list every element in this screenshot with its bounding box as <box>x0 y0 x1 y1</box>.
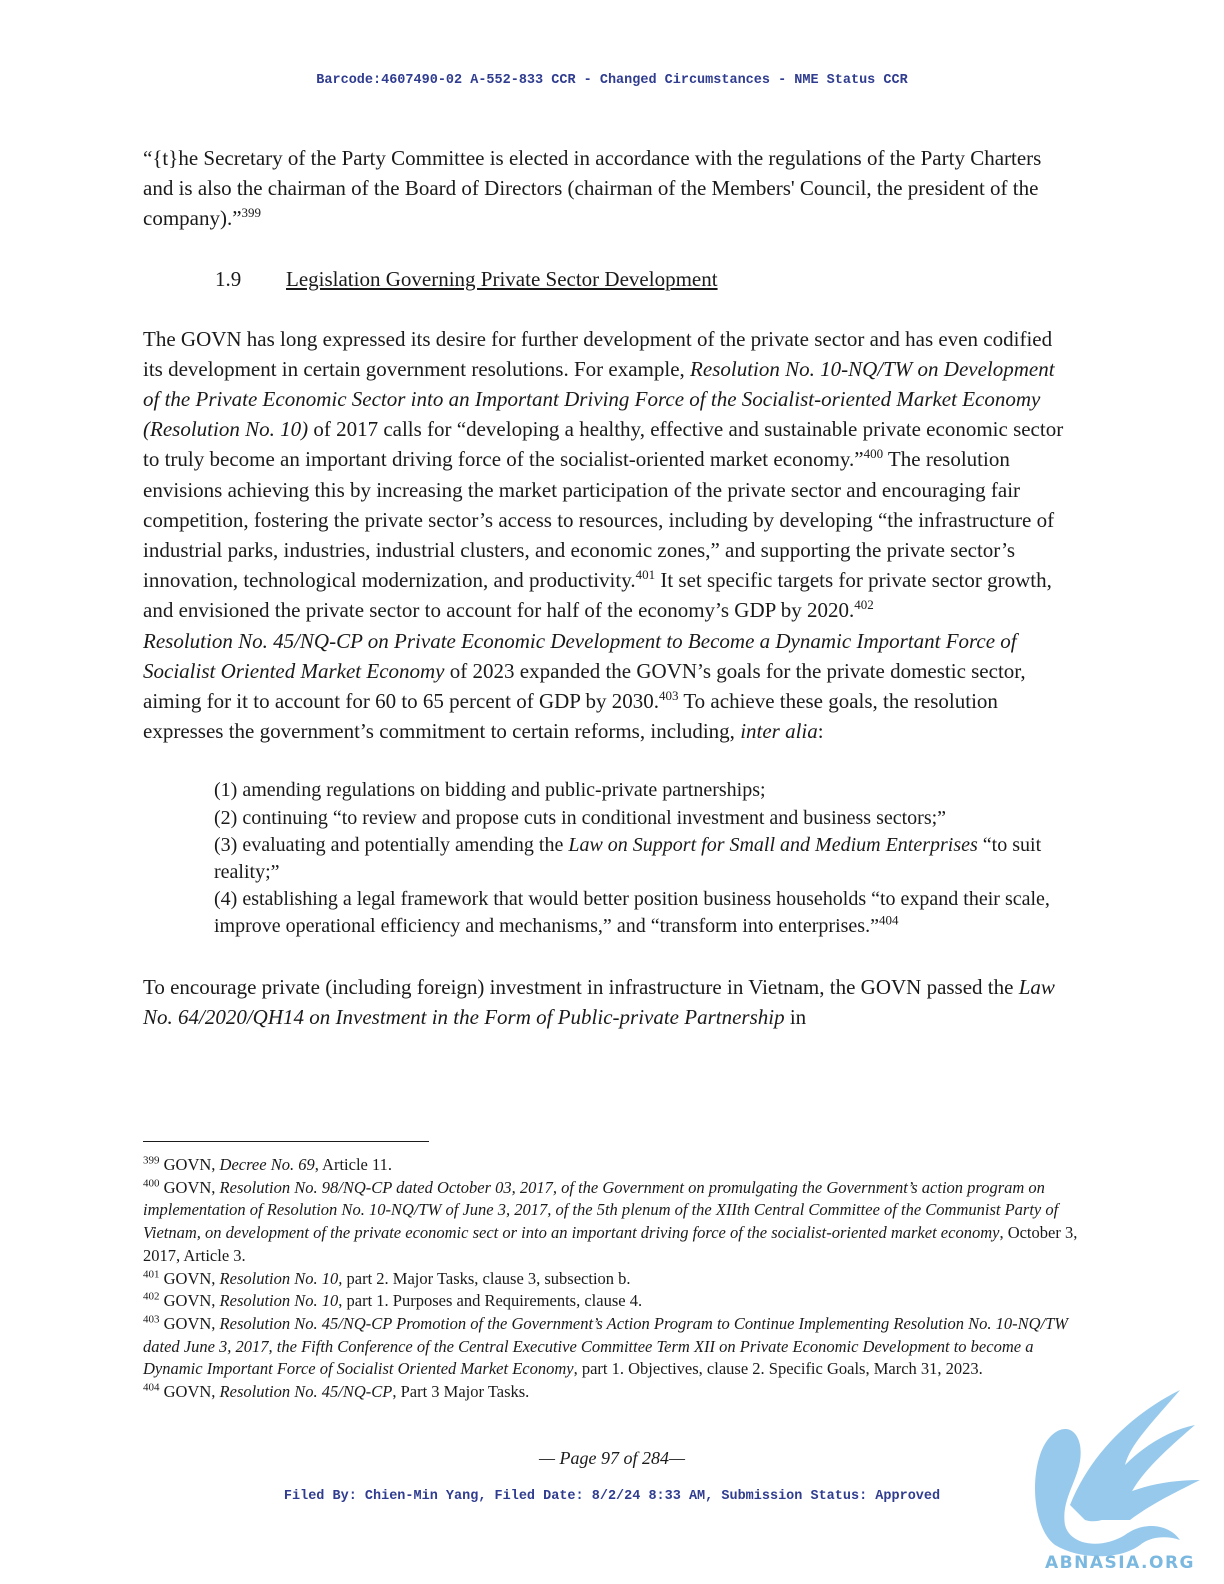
footnote-400: $^{400}$ GOVN, Resolution No. 98/NQ-CP dated October 03, 2017, of the Government on promulgating the Government’s action program on implementation of Resolution No. 10-NQ/TW of June 3, 2017, of the 5th plenum of the XIIth Central Committee of the Communist Party of Vietnam, on development of the private economic sect or into an important driving force of the socialist-oriented market economy, October 3, 2017, Article 3. <box>143 1177 1078 1265</box>
footnote-399: $^{399}$ GOVN, Decree No. 69, Article 11. <box>143 1154 392 1174</box>
paragraph-resolution-45: Resolution No. 45/NQ-CP on Private Economic Development to Become a Dynamic Important Force of Socialist Oriented Market Economy of 2023 expanded the GOVN’s goals for the private domestic sector, aiming for it to account for 60 to 65 percent of GDP by 2030.$^{403}$ To achieve these goals, the resolution expresses the government’s commitment to certain reforms, including, inter alia: <box>143 628 1026 744</box>
footnote-ref-404[interactable]: 404 <box>878 912 899 928</box>
watermark-text: ABNASIA.ORG <box>1045 1553 1195 1573</box>
paragraph-private-sector: The GOVN has long expressed its desire for further development of the private sector and has even codified its development in certain government resolutions. For example, Resolution No. 10-NQ/TW on Development of the Private Economic Sector into an Important Driving Force of the Socialist-oriented Market Economy (Resolution No. 10) of 2017 calls for “developing a healthy, effective and sustainable private economic sector to truly become an important driving force of the socialist-oriented market economy.”$^{400}$ The resolution envisions achieving this by increasing the market participation of the private sector and encouraging fair competition, fostering the private sector’s access to resources, including by developing “the infrastructure of industrial parks, industries, industrial clusters, and economic zones,” and supporting the private sector’s innovation, technological modernization, and productivity.$^{401}$ It set specific targets for private sector growth, and envisioned the private sector to account for half of the economy’s GDP by 2020.$^{402}$ <box>143 326 1064 623</box>
document-body <box>143 143 1073 1032</box>
list-item: (3) evaluating and potentially amending the Law on Support for Small and Medium Enterprises “to suit reality;” <box>214 833 1042 884</box>
quote-paragraph: “{t}he Secretary of the Party Committee is elected in accordance with the regulations of the Party Charters and is also the chairman of the Board of Directors (chairman of the Members' Council, the president of the company).”$^{399}$ <box>143 146 1042 231</box>
footnote-ref-401[interactable]: 401 <box>635 567 656 583</box>
footnote-divider <box>143 1141 429 1142</box>
list-item: (2) continuing “to review and propose cuts in conditional investment and business sectors;” <box>214 806 947 829</box>
footnote-403: $^{403}$ GOVN, Resolution No. 45/NQ-CP Promotion of the Government’s Action Program to Continue Implementing Resolution No. 10-NQ/TW dated June 3, 2017, the Fifth Conference of the Central Executive Committee Term XII on Private Economic Development to become a Dynamic Important Force of Socialist Oriented Market Economy, part 1. Objectives, clause 2. Specific Goals, March 31, 2023. <box>143 1313 1069 1379</box>
footnote-ref-399[interactable]: 399 <box>241 205 262 221</box>
footnote-ref-403[interactable]: 403 <box>658 688 679 704</box>
section-heading <box>215 264 1073 294</box>
filing-footer: Filed By: Chien-Min Yang, Filed Date: 8/2/24 8:33 AM, Submission Status: Approved <box>283 1489 941 1504</box>
abnasia-watermark-logo <box>1030 1385 1210 1575</box>
barcode-header: Barcode:4607490-02 A-552-833 CCR - Changed Circumstances - NME Status CCR <box>316 73 908 88</box>
page-number: — Page 97 of 284— <box>539 1448 685 1468</box>
paragraph-ppp-law: To encourage private (including foreign) investment in infrastructure in Vietnam, the GOVN passed the Law No. 64/2020/QH14 on Investment in the Form of Public-private Partnership in <box>143 974 1055 1029</box>
footnote-402: $^{402}$ GOVN, Resolution No. 10, part 1. Purposes and Requirements, clause 4. <box>143 1290 643 1311</box>
reforms-list <box>214 777 1073 940</box>
list-item: (1) amending regulations on bidding and public-private partnerships; <box>214 779 766 802</box>
section-number: 1.9 <box>215 266 242 291</box>
footnote-ref-402[interactable]: 402 <box>854 597 874 613</box>
section-title: Legislation Governing Private Sector Development <box>286 266 718 291</box>
footnotes <box>143 1154 1078 1404</box>
list-item: (4) establishing a legal framework that would better position business households “to expand their scale, improve operational efficiency and mechanisms,” and “transform into enterprises.”$^{404}$ <box>214 888 1050 938</box>
footnote-ref-400[interactable]: 400 <box>863 446 884 462</box>
footnote-401: $^{401}$ GOVN, Resolution No. 10, part 2. Major Tasks, clause 3, subsection b. <box>143 1268 631 1288</box>
footnote-404: $^{404}$ GOVN, Resolution No. 45/NQ-CP, Part 3 Major Tasks. <box>143 1381 530 1402</box>
